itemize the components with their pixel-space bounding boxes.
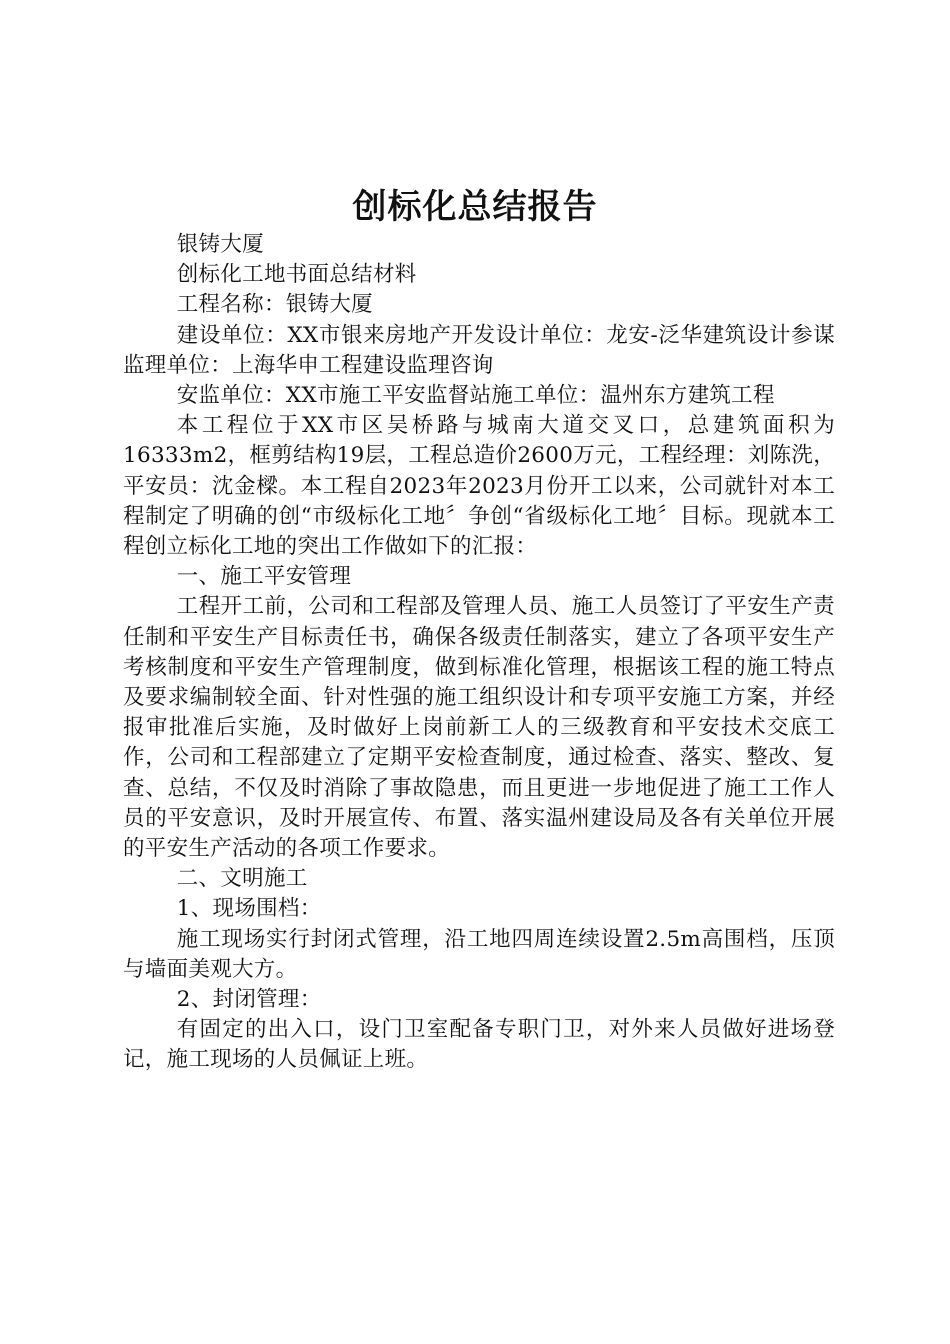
section-heading-civilized-construction: 二、文明施工 — [176, 866, 308, 892]
paragraph-project-name: 工程名称：银铸大厦 — [176, 292, 373, 318]
subheading-site-enclosure: 1、现场围档： — [176, 896, 322, 922]
subheading-closed-management: 2、封闭管理： — [176, 987, 322, 1013]
paragraph-safety-management: 工程开工前，公司和工程部及管理人员、施工人员签订了平安生产责任制和平安生产目标责任书，确保各级责任制落实，建立了各项平安生产考核制度和平安生产管理制度，做到标准化管理，根据该工程的施工特点及要求编制较全面、针对性强的施工组织设计和专项平安施工方案，并经报审批准后实施，及时做好上岗前新工人的三级教育和平安技术交底工作，公司和工程部建立了定期平安检查制度，通过检查、落实、整改、复查、总结，不仅及时消除了事故隐患，而且更进一步地促进了施工工作人员的平安意识，及时开展宣传、布置、落实温州建设局及各有关单位开展的平安生产活动的各项工作要求。 — [123, 594, 835, 862]
paragraph-subtitle: 创标化工地书面总结材料 — [176, 262, 417, 288]
paragraph-site-enclosure: 施工现场实行封闭式管理，沿工地四周连续设置2.5m高围档，压顶与墙面美观大方。 — [123, 926, 835, 982]
document-title: 创标化总结报告 — [352, 187, 598, 227]
paragraph-supervision-units: 安监单位：XX市施工平安监督站施工单位：温州东方建筑工程 — [176, 383, 775, 409]
paragraph-units: 建设单位：XX市银来房地产开发设计单位：龙安-泛华建筑设计参谋监理单位：上海华申工程建设监理咨询 — [123, 322, 835, 378]
document-body — [123, 230, 835, 1076]
paragraph-closed-management: 有固定的出入口，设门卫室配备专职门卫，对外来人员做好进场登记，施工现场的人员佩证上班。 — [123, 1017, 835, 1073]
paragraph-project-overview: 本工程位于XX市区吴桥路与城南大道交叉口，总建筑面积为16333m2，框剪结构19层，工程总造价2600万元，工程经理：刘陈洗，平安员：沈金樑。本工程自2023年2023月份开工以来，公司就针对本工程制定了明确的创“市级标化工地〞争创“省级标化工地〞目标。现就本工程创立标化工地的突出工作做如下的汇报： — [123, 413, 835, 560]
paragraph-building-name: 银铸大厦 — [176, 232, 264, 257]
section-heading-safety: 一、施工平安管理 — [176, 564, 352, 590]
